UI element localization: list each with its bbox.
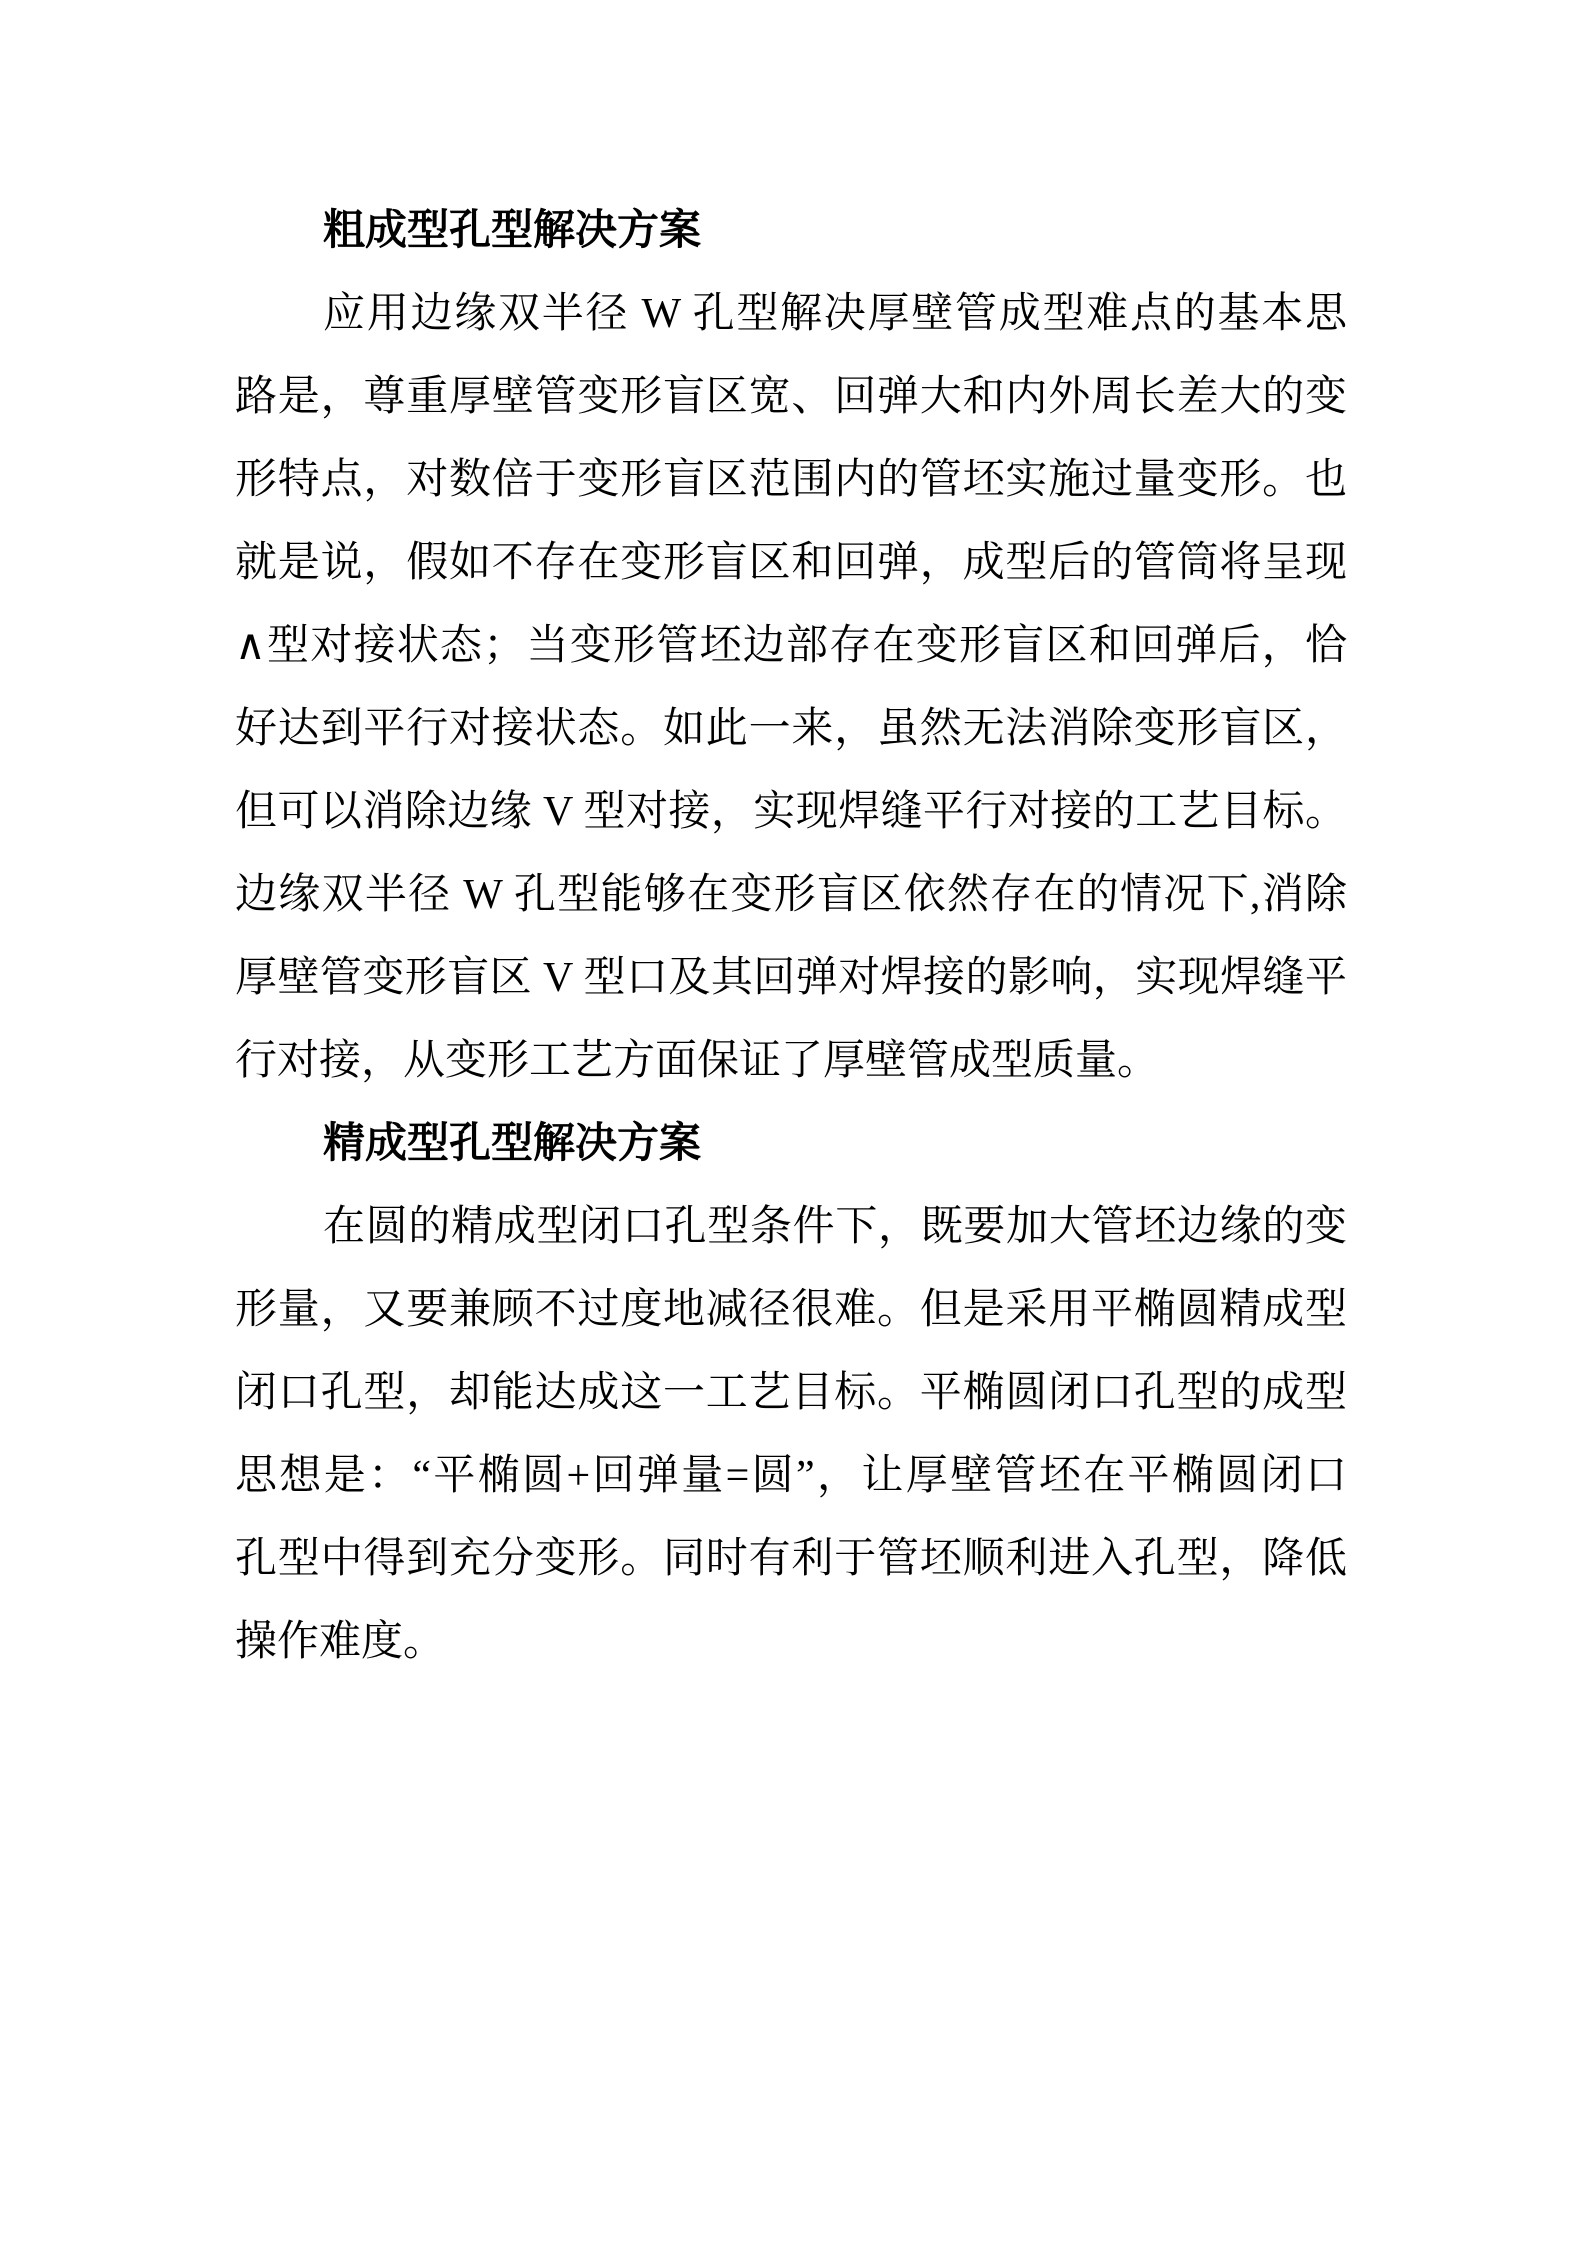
paragraph-line: 形特点，对数倍于变形盲区范围内的管坯实施过量变形。也 xyxy=(235,457,1347,503)
paragraph-line: 好达到平行对接状态。如此一来，虽然无法消除变形盲区， xyxy=(235,706,1347,752)
paragraph-line: 行对接，从变形工艺方面保证了厚壁管成型质量。 xyxy=(235,1038,1160,1084)
paragraph-line: 操作难度。 xyxy=(235,1619,446,1665)
document-body xyxy=(235,190,1347,1684)
paragraph-line: 路是，尊重厚壁管变形盲区宽、回弹大和内外周长差大的变 xyxy=(235,374,1347,420)
paragraph-line: 就是说，假如不存在变形盲区和回弹，成型后的管筒将呈现 xyxy=(235,540,1347,586)
paragraph-line: 边缘双半径 W 孔型能够在变形盲区依然存在的情况下,消除 xyxy=(235,872,1347,918)
paragraph-line: 厚壁管变形盲区 V 型口及其回弹对焊接的影响，实现焊缝平 xyxy=(235,955,1347,1001)
section-heading: 精成型孔型解决方案 xyxy=(323,1121,702,1167)
section-heading: 粗成型孔型解决方案 xyxy=(323,208,702,254)
paragraph-line: 思想是：“平椭圆+回弹量=圆”，让厚壁管坯在平椭圆闭口 xyxy=(235,1453,1347,1499)
paragraph-line: 应用边缘双半径 W 孔型解决厚壁管成型难点的基本思 xyxy=(323,291,1347,337)
paragraph-line: ∧型对接状态；当变形管坯边部存在变形盲区和回弹后，恰 xyxy=(235,623,1347,669)
paragraph-line: 但可以消除边缘 V 型对接，实现焊缝平行对接的工艺目标。 xyxy=(235,789,1347,835)
paragraph-line: 在圆的精成型闭口孔型条件下，既要加大管坯边缘的变 xyxy=(323,1204,1347,1250)
paragraph-line: 闭口孔型，却能达成这一工艺目标。平椭圆闭口孔型的成型 xyxy=(235,1370,1347,1416)
paragraph-line: 形量，又要兼顾不过度地减径很难。但是采用平椭圆精成型 xyxy=(235,1287,1347,1333)
paragraph-line: 孔型中得到充分变形。同时有利于管坯顺利进入孔型，降低 xyxy=(235,1536,1347,1582)
